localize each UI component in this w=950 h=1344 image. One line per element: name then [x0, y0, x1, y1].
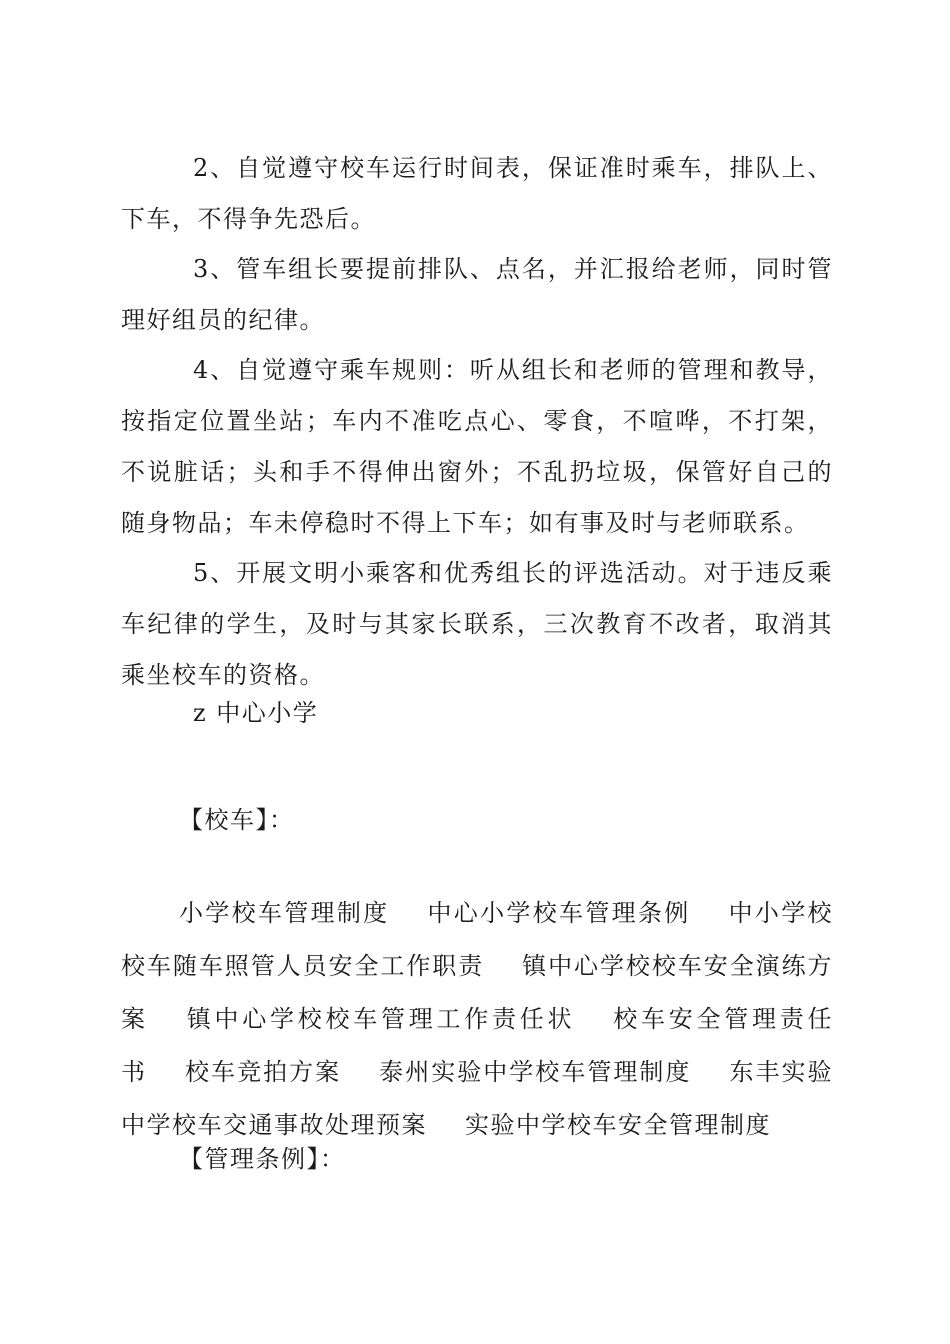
related-link[interactable]: 校车安全管理责任书: [121, 1005, 833, 1086]
related-link[interactable]: 中小学校校车随车照管人员安全工作职责: [121, 899, 834, 980]
rule-paragraph-2: 2、自觉遵守校车运行时间表，保证准时乘车，排队上、下车，不得争先恐后。: [121, 154, 833, 233]
related-links: [121, 887, 833, 1152]
related-link[interactable]: 实验中学校车安全管理制度: [465, 1111, 771, 1139]
related-link[interactable]: 校车竞拍方案: [185, 1058, 342, 1086]
rule-paragraph-4: 4、自觉遵守乘车规则：听从组长和老师的管理和教导，按指定位置坐站；车内不准吃点心、零食，不喧哗，不打架，不说脏话；头和手不得伸出窗外；不乱扔垃圾，保管好自己的随身物品；车未停稳时不得上下车；如有事及时与老师联系。: [121, 356, 833, 537]
related-link[interactable]: 镇中心学校校车管理工作责任状: [186, 1005, 576, 1033]
section-heading-school-bus: 【校车】：: [179, 806, 295, 834]
rule-paragraph-5: 5、开展文明小乘客和优秀组长的评选活动。对于违反乘车纪律的学生，及时与其家长联系，三次教育不改者，取消其乘坐校车的资格。: [121, 559, 833, 689]
rule-paragraph-3: 3、管车组长要提前排队、点名，并汇报给老师，同时管理好组员的纪律。: [121, 255, 833, 334]
related-link[interactable]: 中心小学校车管理条例: [427, 899, 691, 927]
section-heading-management-rules: 【管理条例】：: [179, 1145, 346, 1173]
related-link[interactable]: 东丰实验中学校车交通事故处理预案: [121, 1058, 834, 1139]
related-link[interactable]: 泰州实验中学校车管理制度: [379, 1058, 692, 1086]
related-link[interactable]: 镇中心学校校车安全演练方案: [121, 952, 834, 1033]
related-link[interactable]: 小学校车管理制度: [179, 899, 390, 927]
school-signature: z 中心小学: [193, 699, 319, 727]
